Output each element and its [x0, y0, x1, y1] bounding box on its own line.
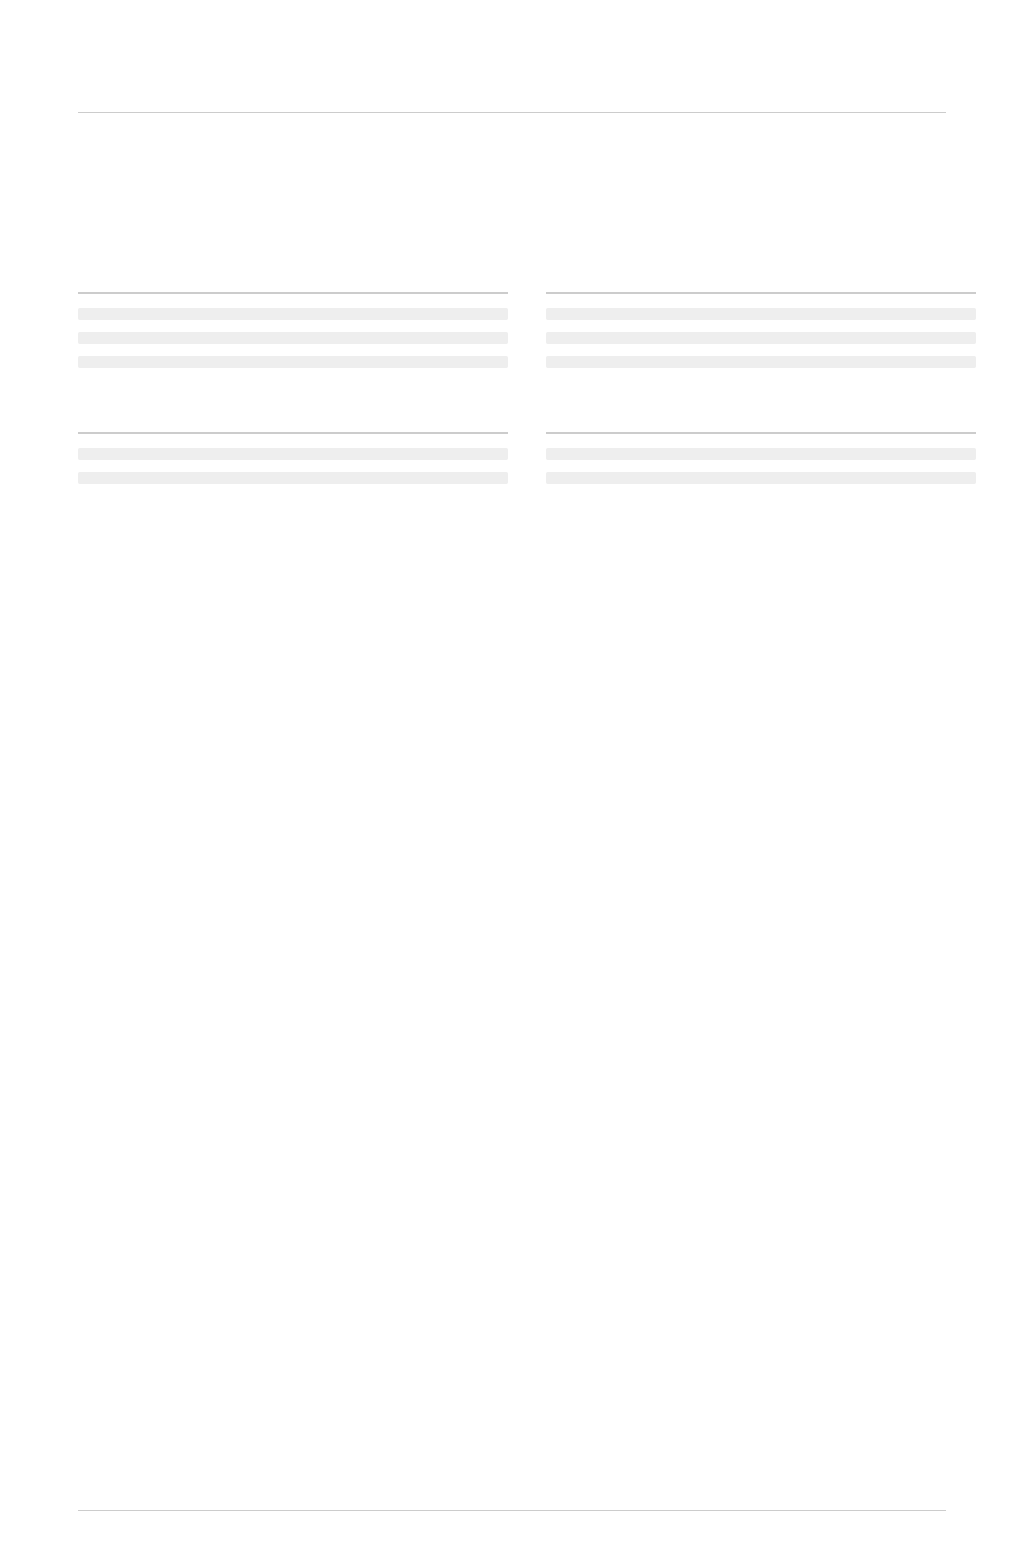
section: [546, 256, 976, 368]
right-column: [546, 256, 976, 1496]
text-line: [78, 308, 508, 320]
text-line: [78, 332, 508, 344]
left-column: [78, 256, 508, 1496]
text-line: [546, 308, 976, 320]
section-title: [546, 396, 976, 434]
text-line: [546, 356, 976, 368]
text-line: [546, 332, 976, 344]
page-footer: [78, 1510, 946, 1531]
section-title: [78, 396, 508, 434]
section: [78, 256, 508, 368]
text-line: [546, 448, 976, 460]
text-line: [78, 472, 508, 484]
page-header: [78, 72, 946, 113]
section: [546, 396, 976, 484]
text-line: [546, 472, 976, 484]
section-title: [546, 256, 976, 294]
section-title: [78, 256, 508, 294]
section: [78, 396, 508, 484]
text-line: [78, 448, 508, 460]
text-line: [78, 356, 508, 368]
